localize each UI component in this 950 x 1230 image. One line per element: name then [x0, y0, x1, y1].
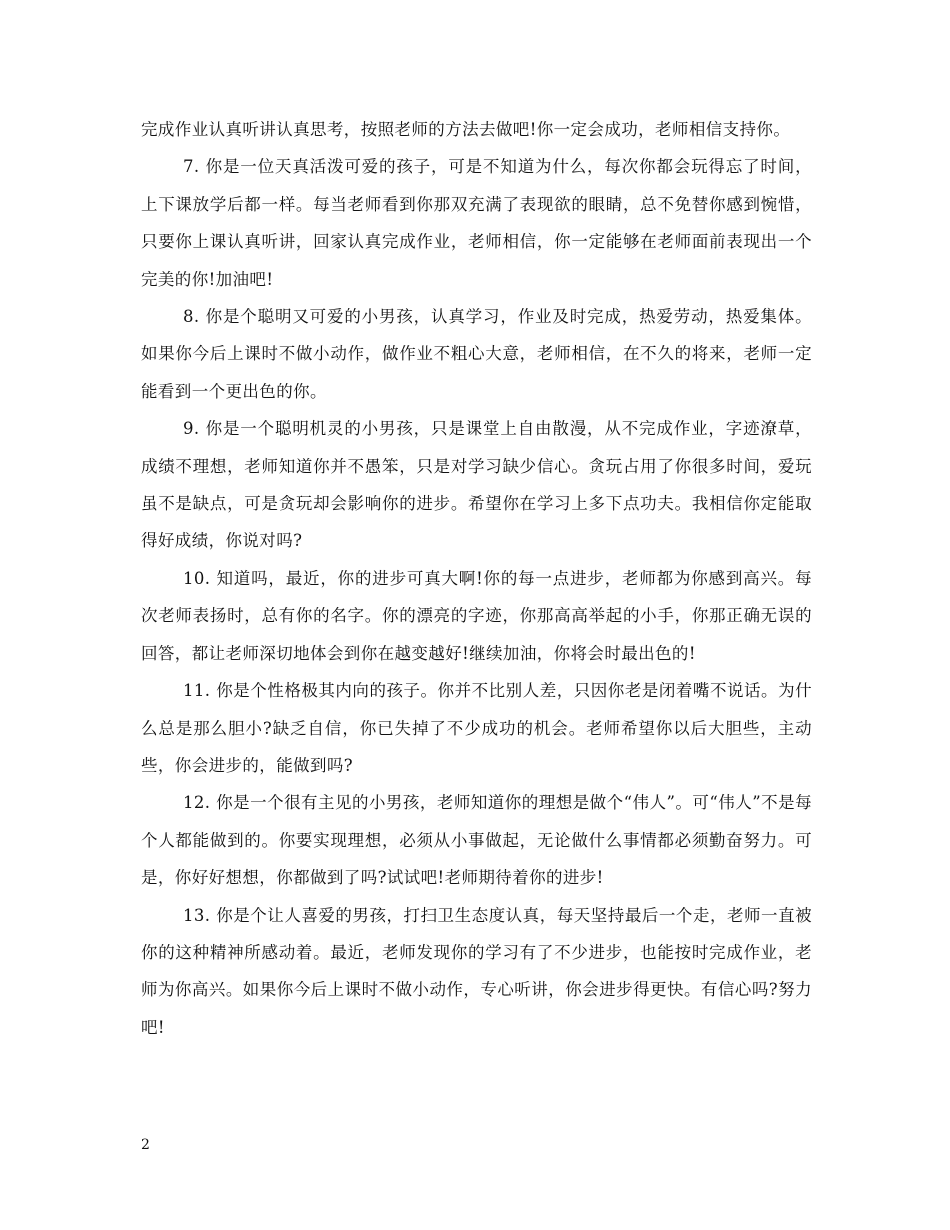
paragraph-10: 10. 知道吗，最近，你的进步可真大啊!你的每一点进步，老师都为你感到高兴。每次老师表扬时，总有你的名字。你的漂亮的字迹，你那高高举起的小手，你那正确无误的回答，都让老师深切地体会到你在越变越好!继续加油，你将会时最出色的!	[141, 568, 812, 663]
paragraph-12: 12. 你是一个很有主见的小男孩，老师知道你的理想是做个“伟人”。可“伟人”不是每个人都能做到的。你要实现理想，必须从小事做起，无论做什么事情都必须勤奋努力。可是，你好好想想，你都做到了吗?试试吧!老师期待着你的进步!	[141, 793, 812, 888]
paragraph-7: 7. 你是一位天真活泼可爱的孩子，可是不知道为什么，每次你都会玩得忘了时间，上下课放学后都一样。每当老师看到你那双充满了表现欲的眼睛，总不免替你感到惋惜，只要你上课认真听讲，回家认真完成作业，老师相信，你一定能够在老师面前表现出一个完美的你!加油吧!	[141, 157, 812, 289]
paragraph-9: 9. 你是一个聪明机灵的小男孩，只是课堂上自由散漫，从不完成作业，字迹潦草，成绩不理想，老师知道你并不愚笨，只是对学习缺少信心。贪玩占用了你很多时间，爱玩虽不是缺点，可是贪玩却会影响你的进步。希望你在学习上多下点功夫。我相信你定能取得好成绩，你说对吗?	[141, 419, 812, 551]
paragraph-8: 8. 你是个聪明又可爱的小男孩，认真学习，作业及时完成，热爱劳动，热爱集体。如果你今后上课时不做小动作，做作业不粗心大意，老师相信，在不久的将来，老师一定能看到一个更出色的你。	[141, 307, 812, 401]
document-body	[141, 111, 812, 1046]
page-number: 2	[141, 1137, 150, 1153]
paragraph-13: 13. 你是个让人喜爱的男孩，打扫卫生态度认真，每天坚持最后一个走，老师一直被你的这种精神所感动着。最近，老师发现你的学习有了不少进步，也能按时完成作业，老师为你高兴。如果你今后上课时不做小动作，专心听讲，你会进步得更快。有信心吗?努力吧!	[141, 905, 812, 1037]
paragraph-continuation: 完成作业认真听讲认真思考，按照老师的方法去做吧!你一定会成功，老师相信支持你。	[141, 120, 791, 139]
paragraph-11: 11. 你是个性格极其内向的孩子。你并不比别人差，只因你老是闭着嘴不说话。为什么总是那么胆小?缺乏自信，你已失掉了不少成功的机会。老师希望你以后大胆些，主动些，你会进步的，能做到吗?	[141, 681, 812, 775]
